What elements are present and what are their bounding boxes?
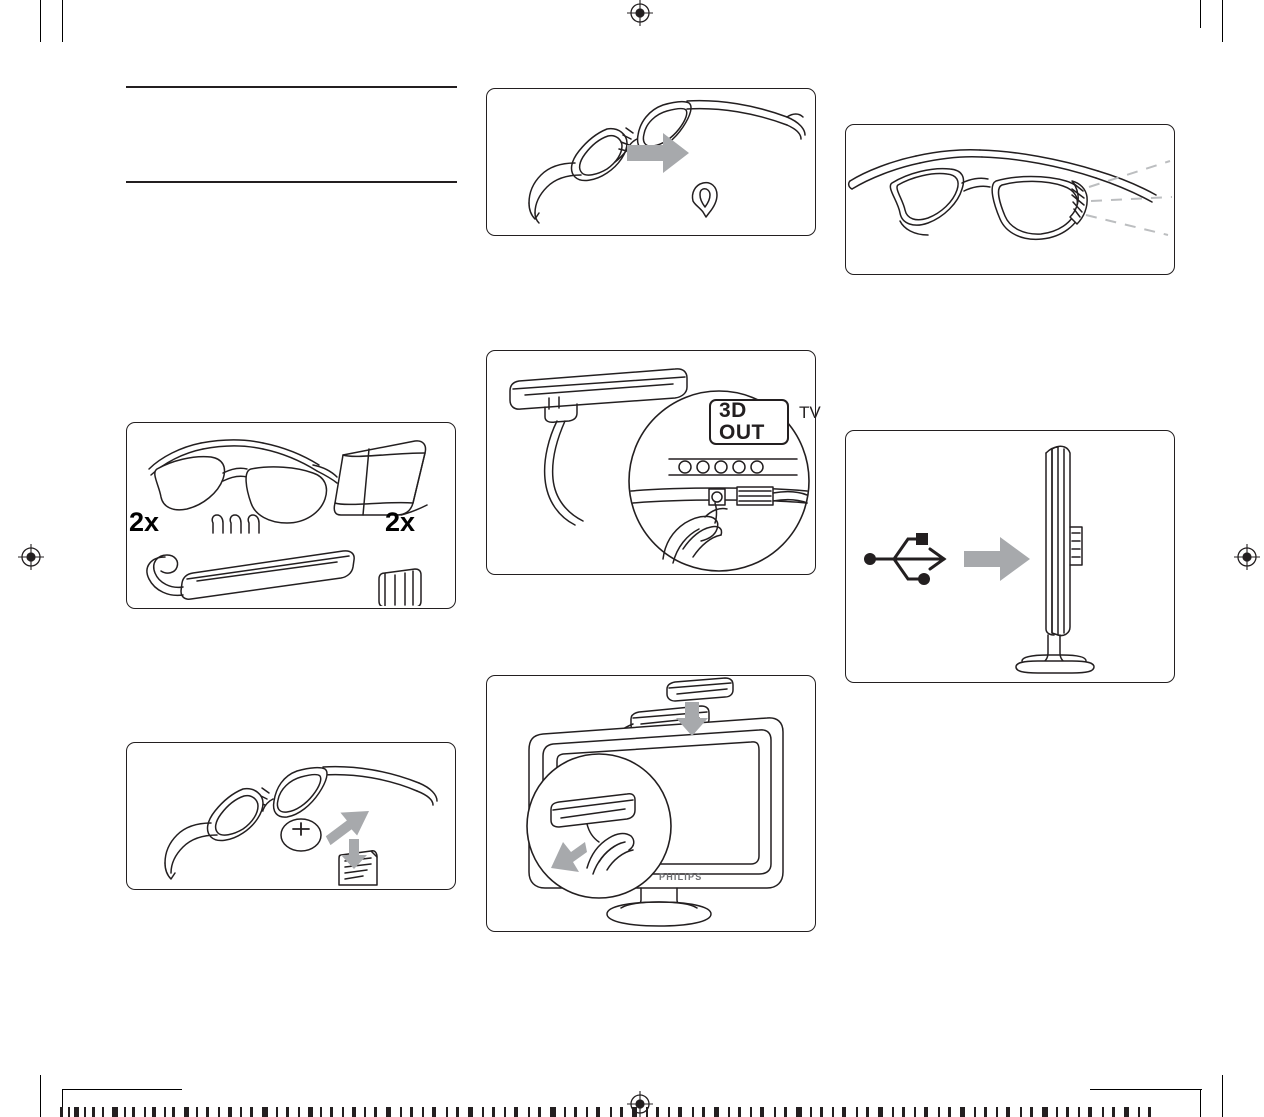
qty-glasses-text: 2x [129, 507, 160, 537]
badge-line-3d: 3D [719, 398, 747, 422]
crop-mark-top-right-v2 [1200, 0, 1201, 28]
badge-side-label-tv: TV [799, 403, 821, 422]
print-color-strip [60, 1107, 1160, 1117]
crop-mark-bottom-right-v2 [1200, 1089, 1201, 1117]
panel-ir-signal [845, 124, 1175, 275]
arrow-insert-usb [964, 537, 1030, 581]
panel-battery [126, 742, 456, 890]
registration-mark-right [1234, 544, 1260, 570]
crop-mark-bottom-right-v [1222, 1075, 1223, 1117]
qty-pouch-text: 2x [385, 507, 416, 537]
panel-usb [845, 430, 1175, 683]
crop-mark-top-left-v [40, 0, 41, 42]
crop-mark-bottom-left-h [62, 1089, 182, 1090]
usb-icon [864, 533, 944, 585]
arrow-insert-battery [319, 800, 376, 848]
panel-contents [126, 422, 456, 609]
tv-brand-text: PHILIPS [659, 872, 703, 882]
badge-line-out: OUT [719, 420, 765, 444]
registration-mark-top [627, 0, 653, 26]
ir-signal-dashes [1086, 161, 1172, 235]
crop-mark-bottom-right-h [1090, 1089, 1202, 1090]
badge-3d-out [709, 399, 789, 445]
crop-mark-top-left-v2 [62, 0, 63, 42]
panel-mount [486, 675, 816, 932]
text-block-top-rule [126, 86, 457, 88]
panel-nosepiece [486, 88, 816, 236]
registration-mark-left [18, 544, 44, 570]
crop-mark-bottom-left-v [40, 1075, 41, 1117]
crop-mark-top-right-v [1222, 0, 1223, 42]
text-block-bottom-rule [126, 181, 457, 183]
panel-3dout [486, 350, 821, 575]
